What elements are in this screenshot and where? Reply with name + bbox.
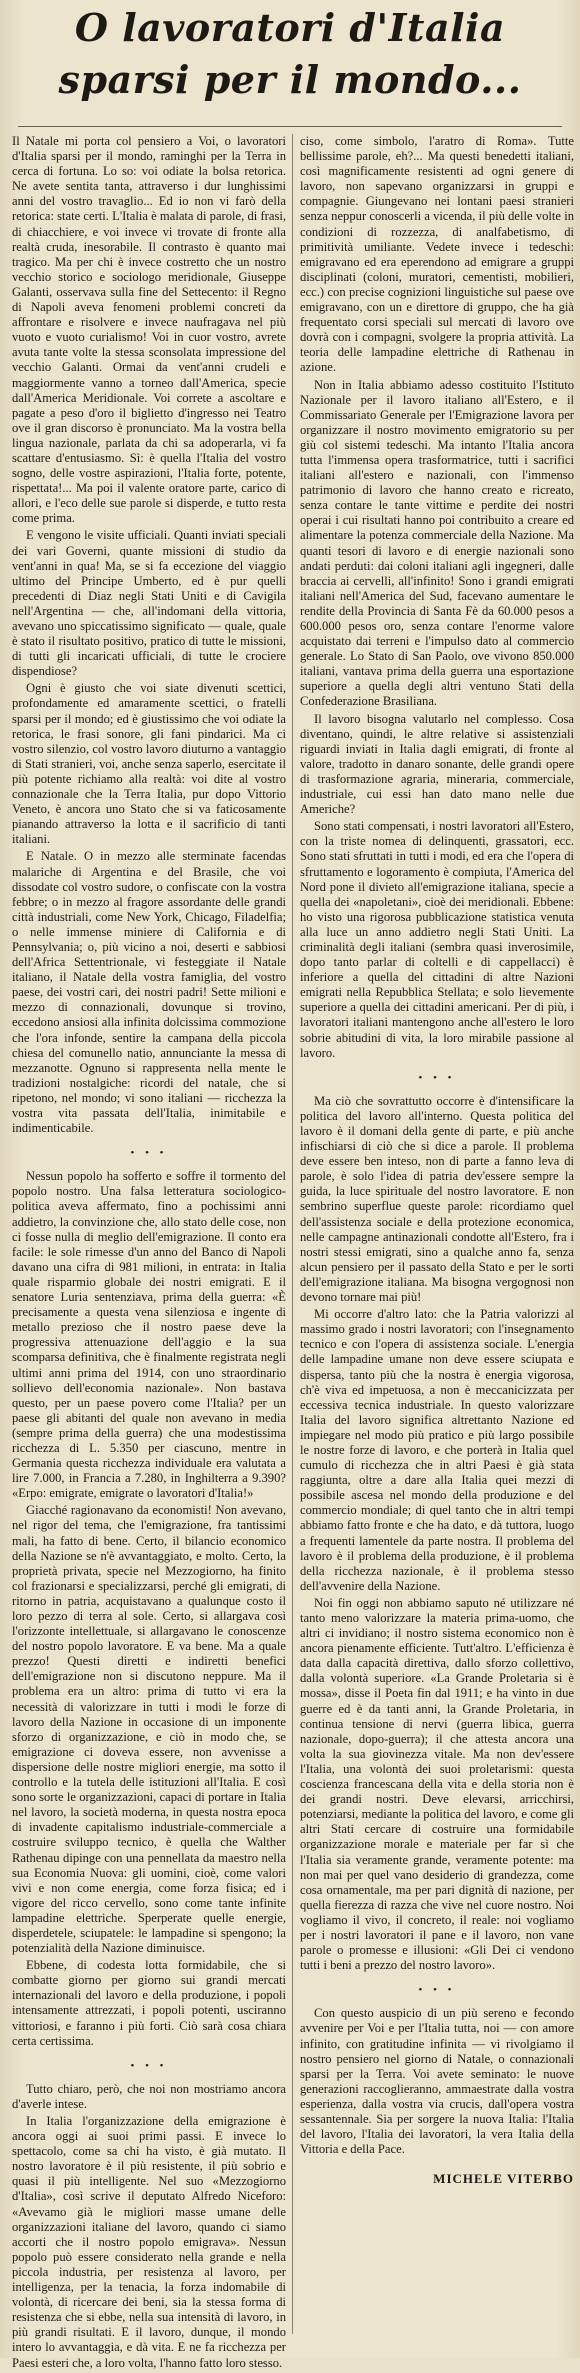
column-divider xyxy=(292,134,293,2334)
section-separator: • • • xyxy=(130,1147,168,1160)
left-column xyxy=(12,134,286,2373)
paragraph: Con questo auspicio di un più sereno e fecondo avvenire per Voi e per l'Italia tutta, noi — con amore infinito, con gratitudine infinita — vi rivolgiamo il nostro pensiero nel giorno di Natale, o connazionali sparsi per la Terra. Voi avete seminato: le nuove generazioni raccoglieranno, ammaestrate dalla vostra esperienza, dalla vostra via crucis, dall'opera vostra sessantennale. Sia per sorgere la nuova Italia: l'Italia del lavoro, l'Italia dei lavoratori, la vera Italia della Vittoria e della Pace. xyxy=(300,2006,574,2157)
paragraph: Mi occorre d'altro lato: che la Patria valorizzi al massimo grado i nostri lavoratori; con l'insegnamento tecnico e con l'opera di assistenza sociale. L'energia delle lampadine umane non deve essere sciupata e dispersa, tanto più che la nostra è energia vigorosa, ch'è viva ed impetuosa, a non è meccanicizzata per eccessiva tecnica industriale. In questo valorizzare Italia del lavoro significa altrettanto Nazione ed impiegare nel modo più pratico e più largo possibile le nostre forze di lavoro, e che porterà in Italia quel cumulo di ricchezza che in altri Paesi è già stata raggiunta, oltre a dare alla Italia quei mezzi di possibile ascesa nel mondo della produzione e del commercio mondiale; di quel tanto che in altri tempi abbiamo fatto fronte e che ha dato, e dà tuttora, luogo a frequenti lamentele da parte nostra. Il problema del lavoro è il problema della produzione, è il problema della ricchezza nazionale, è il problema stesso dell'avvenire della Nazione. xyxy=(300,1307,574,1593)
paragraph: E vengono le visite ufficiali. Quanti inviati speciali dei vari Governi, quante missioni di studio da vent'anni in qua! Ma, se si fa eccezione del viaggio ultimo del Principe Umberto, ed è pur quelli precedenti di Diaz negli Stati Uniti e di Cavigila nell'Argentina — che, all'indomani della vittoria, avevano uno spiccatissimo significato — quale, quale è stato il risultato positivo, pratico di tutte le missioni, di tutti gli incaricati ufficiali, di tutte le crociere dispendiose? xyxy=(12,528,286,679)
section-separator: • • • xyxy=(130,2059,168,2072)
headline-rule xyxy=(18,126,562,127)
paragraph: Ma ciò che sovrattutto occorre è d'intensificare la politica del lavoro all'interno. Questa politica del lavoro è il domani della gente di parte, e più anche infischiarsi di ciò che si dice a parole. Il problema deve essere ben inteso, non di parte a fanno leva di parole, è solo l'idea di patria dev'essere sempre la guida, la luce spirituale del nostro lavoratore. E non sembrino superflue queste parole: ricordiamo quel dell'assistenza sociale e della protezione economica, nelle campagne antinazionali condotte all'Estero, fra i nostri stessi emigrati, sino a qualche anno fa, senza alcun pensiero per il passato della Stato e per le sorti dell'emigrazione italiana. Ma bisogna vergognosi non devono tornare mai più! xyxy=(300,1093,574,1305)
paragraph: Non in Italia abbiamo adesso costituito l'Istituto Nazionale per il lavoro italiano all'Estero, e il Commissariato Generale per l'Emigrazione lavora per organizzare il nostro movimento emigratorio su per giù col sistemi tedeschi. Ma intanto l'Italia ancora tutta l'immensa opera trasformatrice, tutti i sacrifici italiani all'estero e nazionali, con l'immenso patrimonio di lavoro che hanno creato e ricreato, senza contare le tante vittime e perdite dei nostri operai i cui risultati hanno poi contribuito a creare ed alimentare la potenza commerciale della Nazione. Ma quanti tesori di lavoro e di energie nazionali sono andati perduti: dai coloni italiani agli ingegneri, dalle braccia ai cervelli, all'infinito! Sono i grandi emigrati italiani nell'America del Sud, facevano aumentare le rendite della Provincia di Santa Fè da 60.000 pesos a 600.000 pesos oro, senza contare l'enorme valore acquistato dai terreni e l'impulso dato al commercio generale. Lo Stato di San Paolo, ove vivono 850.000 italiani, vantava prima della guerra una esportazione superiore a quella degli altri ventuno Stati della Confederazione Brasiliana. xyxy=(300,377,574,709)
headline-line-2: sparsi per il mondo... xyxy=(58,57,522,102)
paragraph: Ebbene, di codesta lotta formidabile, che si combatte giorno per giorno sui grandi mercati internazionali del lavoro e della produzione, i popoli intensamente attrezzati, i popoli potenti, usciranno vittoriosi, e faranno i più forti. Ciò sarà cosa chiara certa certissima. xyxy=(12,1958,286,2048)
paragraph: Il lavoro bisogna valutarlo nel complesso. Cosa diventano, quindi, le altre relative si assistenziali riguardi inviati in Italia dagli emigrati, di fronte al valore, tradotto in danaro sonante, delle grandi opere di trasformazione agraria, mineraria, commerciale, industriale, cui essi han dato mano nelle due Americhe? xyxy=(300,711,574,817)
section-separator: • • • xyxy=(418,1071,456,1084)
paragraph: Sono stati compensati, i nostri lavoratori all'Estero, con la triste nomea di delinquenti, grassatori, ecc. Sono stati sfruttati in tutti i modi, ed era che l'opera di sfruttamento e logoramento è compiuta, l'America del Nord pone il divieto all'emigrazione italiana, specie a quella dei «napoletani», cioè dei meridionali. Ebbene: ho visto una rigorosa pubblicazione statistica venuta alla luce un anno addietro negli Stati Uniti. La criminalità degli italiani (sembra quasi inverosimile, dopo tanto parlar di coltelli e di cappellacci) è inferiore a quella del cittadini di altre Nazioni emigrati nella Repubblica Stellata; e solo lievemente superiore a quella dei cittadini americani. Per di più, i lavoratori italiani mantengono anche all'estero le loro sobrie abitudini di vita, la loro mirabile passione al lavoro. xyxy=(300,819,574,1060)
author-signature: MICHELE VITERBO xyxy=(433,2171,574,2187)
right-column xyxy=(300,134,574,2186)
paragraph: Tutto chiaro, però, che noi non mostriamo ancora d'averle intese. xyxy=(12,2081,286,2111)
paragraph: Giacché ragionavano da economisti! Non avevano, nel rigor del tema, che l'emigrazione, fra tantissimi mali, ha fatto di bene. Certo, il bilancio economico della Nazione se n'è avvantaggiato, e molto. Certo, la proprietà privata, specie nel Mezzogiorno, ha finito col frazionarsi e specializzarsi, perché gli emigrati, di ritorno in patria, acquistavano a qualunque costo il loro pezzo di terra al sole. Certo, si allargava così l'orizzonte intellettuale, si allargavano le conoscenze del nostro popolo lavoratore. E va bene. Ma a quale prezzo! Questi diretti e indiretti benefici dell'emigrazione non si discutono neppure. Ma il problema era un altro: prima di tutto vi era la necessità di valorizzare in tutti i modi le forze di lavoro della Nazione in occasione di un imponente sforzo di organizzazione, e ciò in modo che, se emigrazione ci doveva essere, non avvenisse a dispersione delle nostre migliori energie, ma sotto il controllo e la tutela delle istituzioni all'Italia. E così sono sorte le organizzazioni, capaci di portare in Italia nel lavoro, la società moderna, in questa nostra epoca di invadente capitalismo industriale-commerciale a costruire sviluppo tecnico, è quella che Walther Rathenau dipinge con una pennellata da maestro nella sua Economia Nuova: gli uomini, cioè, come valori vivi e non come energia, come forza fisica; ed i vigore del ricco cervello, sono come tante infinite lampadine elettriche. Sperperate quelle energie, disperdetele, sciupatele: le lampadine si spengono; la potenzialità della Nazione diminuisce. xyxy=(12,1503,286,1956)
paragraph: E Natale. O in mezzo alle sterminate facendas malariche di Argentina e del Brasile, che voi dissodate col vostro sudore, o confiscate con la vostra febbre; o in mezzo al fragore assordante delle grandi città industriali, come New York, Chicago, Filadelfia; o nelle immense miniere di California e di Pennsylvania; o, più vicino a noi, deserti e sabbiosi dell'Africa Settentrionale, vi festeggiate il Natale italiano, il Natale della vostra famiglia, del vostro paese, dei vostri cari, dei nostri padri! Sette milioni e mezzo di connazionali, dovunque si trovino, eccedono ansiosi alla infinita dolcissima commozione che l'ora infonde, sentire la campana della piccola chiesa del comunello natio, annunciante la messa di mezzanotte. Ognuno si rappresenta nella mente le tradizioni nostalgiche: ricordi del natale, che si ripetono, nel mondo; vi sono italiani — ricchezza la vostra vita passata dell'Italia, inimitabile e indimenticabile. xyxy=(12,849,286,1136)
paragraph: In Italia l'organizzazione della emigrazione è ancora oggi ai suoi primi passi. E invece lo spettacolo, come sa chi ha visto, è già mutato. Il nostro lavoratore è il più resistente, il più sobrio e quasi il più intelligente. Nel suo «Mezzogiorno d'Italia», così scrive il deputato Alfredo Niceforo: «Avevamo già le migliori masse umane delle organizzazioni italiane del lavoro, quando ci siamo accorti che il nostro popolo emigrava». Nessun popolo può essere considerato nella grande e nella piccola industria, per resistenza al lavoro, per intelligenza, per la tenacia, la forza indomabile di volontà, di ricercare dei beni, sia la stessa forma di resistenza che si ebbe, nella sua intensità di lavoro, in più grandi risultati. E il lavoro, dunque, il mondo intero lo avvantaggia, e dà vita. E ne fa ricchezza per Paesi esteri che, a loro volta, l'hanno fatto loro stesso. xyxy=(12,2114,286,2370)
paragraph: Nessun popolo ha sofferto e soffre il tormento del popolo nostro. Una falsa letteratura sociologico-politica aveva affermato, fino a pochissimi anni addietro, la convinzione che, allo stato delle cose, non ci fosse nulla di meglio dell'emigrazione. Il conto era facile: le sole rimesse d'un anno del Banco di Napoli davano una cifra di 981 milioni, in entrata: in Italia quale risparmio globale dei nostri emigrati. E il senatore Luria sentenziava, prima della guerra: «È precisamente a questa vena silenziosa e ingente di metallo prezioso che il nostro paese deve la progressiva attenuazione dell'aggio e la sua scomparsa definitiva, che è finalmente registrata negli ultimi anni prima del 1914, con uno straordinario sollievo dell'economia nazionale». Non bastava questo, per un paese povero come l'Italia? per un paese gli abitanti del quale non avevano in media (sempre prima della guerra) che una modestissima ricchezza di L. 5.350 per ciascuno, mentre in Germania questa ricchezza individuale era valutata a lire 7.000, in Francia a 7.280, in Inghilterra a 9.390? «Erpo: emigrate, emigrate o lavoratori d'Italia!» xyxy=(12,1169,286,1501)
section-separator: • • • xyxy=(418,1984,456,1997)
paragraph: ciso, come simbolo, l'aratro di Roma». Tutte bellissime parole, eh?... Ma questi benedetti italiani, così magnificamente resistenti ad ogni genere di lavoro, non sapevano organizzarsi in gruppi e compagnie. Giungevano nei lontani paesi stranieri senza neppur conoscerli a vicenda, il più delle volte in condizioni di rozzezza, di analfabetismo, di primitività umiliante. Vedete invece i tedeschi: emigravano ed era eperendono ad emigrare a gruppi disciplinati (coloni, muratori, cementisti, mobilieri, ecc.) con precise cognizioni linguistiche sul paese ove emigravano, con un e direttore di gruppo, che ha già frequentato corsi speciali sul mercati di lavoro ove dovrà con i compagni, svolgere la propria attività. La teoria delle lampadine elettriche di Rathenau in azione. xyxy=(300,134,574,375)
paragraph: Il Natale mi porta col pensiero a Voi, o lavoratori d'Italia sparsi per il mondo, raminghi per la Terra in cerca di fortuna. Lo so: voi odiate la bolsa retorica. Ne avete sentita tanta, attraverso i dur lunghissimi anni del vostro travaglio... Ed io non vi farò della retorica: state certi. L'Italia è malata di parole, di frasi, di chiacchiere, e voi invece vi trovate di fronte alla realtà cruda, inesorabile. Il contrasto è quanto mai tragico. Ma per chi è invece costretto che un nostro vecchio storico e sociologo meridionale, Giuseppe Galanti, osservava sulla fine del Settecento: il Regno di Napoli aveva fenomeni problemi concreti da affrontare e risolvere e invece naufragava nel più vuoto e vuoto curialismo! Voi in cuor vostro, avrete avuta tante volte la stessa sconsolata impressione del vecchio Galanti. Ormai da vent'anni crudeli e maggiormente vanno a torneo dall'America, specie dall'America Meridionale. Voi correte a ascoltare e pagate a peso d'oro il biglietto d'ingresso nei Teatro ove il gran discorso è pronunciato. Ma la vostra bella lingua nazionale, parlata da chi sa adoperarla, vi fa scattare d'entusiasmo. Sì: è quella l'Italia del vostro sogno, delle vostre aspirazioni, l'Italia forte, potente, rispettata!... Ma poi il valente oratore parte, carico di allori, e l'eco delle sue parole si disperde, e tutto resta come prima. xyxy=(12,134,286,526)
headline xyxy=(8,2,572,122)
paragraph: Ogni è giusto che voi siate divenuti scettici, profondamente ed amaramente scettici, o fratelli sparsi per il mondo; ed è giustissimo che voi odiate la retorica, le frasi sonore, gli fani pindarici. Ma ci vostro silenzio, col vostro lavoro diuturno a vantaggio di Stati stranieri, voi, anche senza saperlo, esercitate il più potente richiamo alla realtà: voi dite al vostro connazionale che la Terra Italia, pur dopo Vittorio Veneto, è ancora uno Stato che si va faticosamente pianando attraverso la lotta e il sacrificio di tanti italiani. xyxy=(12,681,286,847)
headline-line-1: O lavoratori d'Italia xyxy=(74,5,506,50)
paragraph: Noi fin oggi non abbiamo saputo né utilizzare né tanto meno valorizzare la materia prima-uomo, che altri ci invidiano; il nostro sistema economico non è ancora pienamente efficiente. Tutt'altro. L'efficienza è data dalla capacità direttiva, dallo sforzo collettivo, dalla volontà superiore. «La Grande Proletaria si è mossa», disse il Poeta fin dal 1911; e ha vinto in due guerre ed è da tanti anni, la Grande Proletaria, in continua tensione di nervi (guerra libica, guerra nazionale, dopo-guerra); il che attesta ancora una volta la sua giovinezza vitale. Ma non dev'essere l'Italia, una volontà dei suoi proletarismi: questa coscienza francescana della vita e della storia non è dei grandi nostri. Deve elevarsi, arricchirsi, potenziarsi, mediante la politica del lavoro, e come gli altri Stati cercare di costruire una formidabile organizzazione morale e materiale per far sì che l'Italia sia veramente grande, veramente potente: ma non mai per quel vano desiderio di grandezza, come cosa ornamentale, ma per pari dignità di nazione, per quella fierezza di razza che vive nel cuore nostro. Noi vogliamo il vivo, il concreto, il reale: noi vogliamo per i nostri lavoratori il pane e il lavoro, non vane parole o promesse e illusioni: «Gli Dei ci vendono tutti i beni a prezzo del nostro lavoro». xyxy=(300,1595,574,1973)
